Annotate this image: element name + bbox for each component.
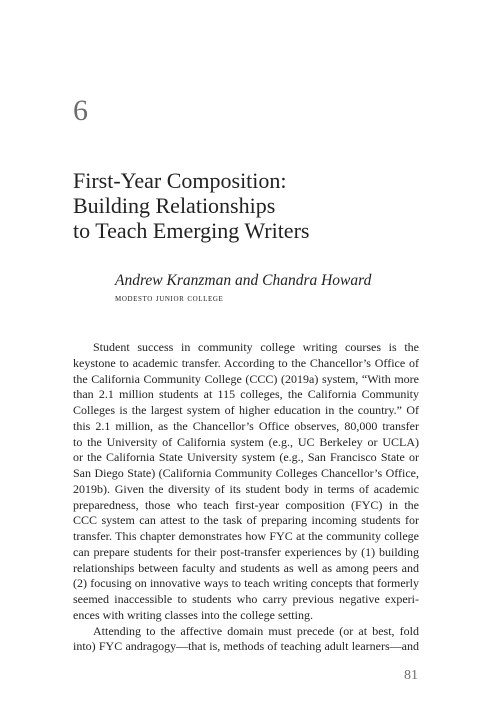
text-line: 2019b). Given the diversity of its student body in terms of academic [73, 481, 419, 496]
text-line: San Diego State) (California Community Colleges Chancellor’s Office, [73, 466, 419, 480]
text-line: or the California State University system (e.g., San Francisco State or [73, 450, 419, 465]
text-line: into) FYC andragogy—that is, methods of teaching adult learners—and [73, 639, 419, 654]
paragraph [73, 340, 419, 624]
text-line: can prepare students for their post-transfer experiences by (1) building [73, 544, 419, 559]
body-text [73, 340, 419, 655]
chapter-title-line: to Teach Emerging Writers [73, 218, 310, 243]
text-line: (2) focusing on innovative ways to teach writing concepts that formerly [73, 576, 419, 591]
text-line: seemed inaccessible to students who carry previous negative experi- [73, 592, 419, 606]
text-line: to the University of California system (e.g., UC Berkeley or UCLA) [73, 434, 419, 449]
text-line: CCC system can attest to the task of preparing incoming students for [73, 513, 419, 528]
author-names: Andrew Kranzman and Chandra Howard [115, 272, 372, 289]
text-line: ences with writing classes into the college setting. [73, 607, 313, 622]
text-line: preparedness, those who teach first-year composition (FYC) in the [73, 497, 419, 512]
text-line: than 2.1 million students at 115 colleges, the California Community [73, 387, 419, 402]
text-line: Attending to the affective domain must precede (or at best, fold [93, 623, 419, 638]
text-line: transfer. This chapter demonstrates how FYC at the community college [73, 529, 419, 543]
chapter-title-line: Building Relationships [73, 193, 276, 218]
chapter-title-line: First-Year Composition: [73, 168, 287, 193]
chapter-title [73, 168, 433, 243]
author-affiliation: modesto junior college [115, 294, 224, 304]
page-number: 81 [404, 668, 418, 683]
paragraph [73, 624, 419, 656]
text-line: this 2.1 million, as the Chancellor’s Office observes, 80,000 transfer [73, 418, 419, 433]
text-line: relationships between faculty and students as well as among peers and [73, 560, 419, 575]
chapter-number: 6 [73, 94, 88, 127]
text-line: Student success in community college writing courses is the [93, 340, 419, 354]
text-line: keystone to academic transfer. According to the Chancellor’s Office of [73, 355, 419, 370]
text-line: the California Community College (CCC) (2019a) system, “With more [73, 371, 419, 386]
text-line: Colleges is the largest system of higher education in the country.” Of [73, 403, 419, 417]
